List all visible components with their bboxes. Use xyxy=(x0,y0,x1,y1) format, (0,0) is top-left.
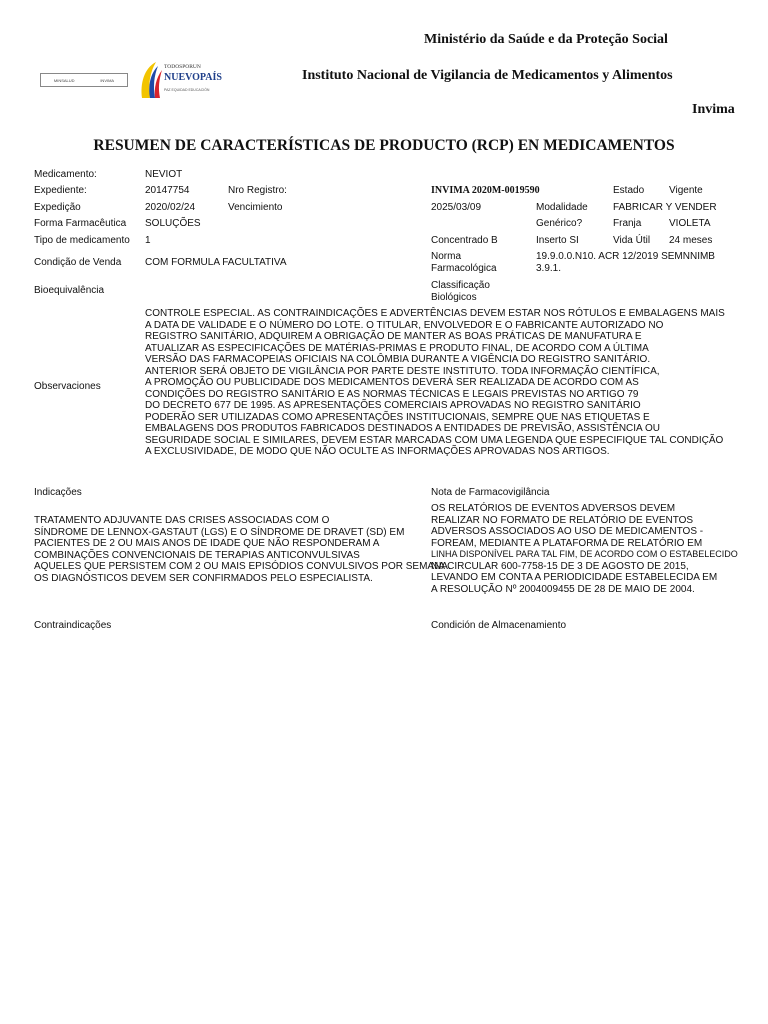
expedicao-value: 2020/02/24 xyxy=(145,202,196,213)
vida-util-label: Vida Útil xyxy=(613,235,651,246)
observaciones-line: PODERÃO SER UTILIZADAS COMO APRESENTAÇÕES INSTITUCIONAIS, SEMPRE QUE NAS ETIQUETAS E xyxy=(145,411,650,423)
minsalud-invima-logo xyxy=(40,73,128,87)
logo-line-3: PAZ EQUIDAD EDUCACIÓN xyxy=(164,88,210,92)
tipo-value: 1 xyxy=(145,235,151,246)
ministry-heading: Ministério da Saúde e da Proteção Social xyxy=(424,32,668,47)
observaciones-line: VERSÃO DAS FARMACOPEIAS OFICIAIS NA COLÔMBIA DURANTE A VIGÊNCIA DO REGISTRO SANITÁRIO. xyxy=(145,354,651,365)
logo-line-1: TODOSPORUN xyxy=(164,64,201,70)
agency-heading: Invima xyxy=(692,102,735,117)
expedicao-label: Expedição xyxy=(34,202,81,213)
vida-util-value: 24 meses xyxy=(669,235,713,246)
farmacovigilancia-line: NA CIRCULAR 600-7758-15 DE 3 DE AGOSTO DE 2015, xyxy=(431,560,689,572)
observaciones-line: A DATA DE VALIDADE E O NÚMERO DO LOTE. O TITULAR, ENVOLVEDOR E O FABRICANTE AUTORIZADO NO xyxy=(145,319,664,331)
farmacovigilancia-line: REALIZAR NO FORMATO DE RELATÓRIO DE EVENTOS xyxy=(431,514,694,526)
observaciones-line: REGISTRO SANITÁRIO, ADQUIREM A OBRIGAÇÃO DE MANTER AS BOAS PRÁTICAS DE MANUFATURA E xyxy=(145,331,642,342)
tipo-label: Tipo de medicamento xyxy=(34,235,130,246)
indicacoes-line: PACIENTES DE 2 OU MAIS ANOS DE IDADE QUE NÃO RESPONDERAM A xyxy=(34,538,380,549)
observaciones-line: A PROMOÇÃO OU PUBLICIDADE DOS MEDICAMENTOS DEVERÁ SER REALIZADA DE ACORDO COM AS xyxy=(145,377,639,388)
franja-label: Franja xyxy=(613,218,642,229)
concentrado-label: Concentrado B xyxy=(431,235,498,246)
medicamento-value: NEVIOT xyxy=(145,169,183,180)
forma-value: SOLUÇÕES xyxy=(145,218,201,229)
generico-label: Genérico? xyxy=(536,218,583,229)
indicacoes-line: TRATAMENTO ADJUVANTE DAS CRISES ASSOCIADAS COM O xyxy=(34,515,330,526)
indicacoes-text xyxy=(34,515,451,584)
franja-value: VIOLETA xyxy=(669,218,711,229)
nro-registro-label: Nro Registro: xyxy=(228,185,287,196)
forma-label: Forma Farmacêutica xyxy=(34,218,127,229)
farmacovigilancia-text xyxy=(431,503,738,595)
minsalud-logo-text: MINSALUD xyxy=(53,77,75,83)
indicacoes-line: AQUELES QUE PERSISTEM COM 2 OU MAIS EPISÓDIOS CONVULSIVOS POR SEMANA. xyxy=(34,561,451,572)
estado-label: Estado xyxy=(613,185,645,196)
norma-label-line-1: Norma xyxy=(431,251,462,262)
condicao-label: Condição de Venda xyxy=(34,257,122,268)
nro-registro-value: INVIMA 2020M-0019590 xyxy=(431,185,540,196)
modalidade-value: FABRICAR Y VENDER xyxy=(613,202,717,213)
expediente-value: 20147754 xyxy=(145,185,190,196)
norma-value-line-1: 19.9.0.0.N10. ACR 12/2019 SEMNNIMB xyxy=(536,251,715,262)
bioequivalencia-label: Bioequivalência xyxy=(34,285,105,296)
norma-label-line-2: Farmacológica xyxy=(431,263,497,274)
observaciones-line: ANTERIOR SERÁ OBJETO DE VIGILÂNCIA POR PARTE DESTE INSTITUTO. TODA INFORMAÇÃO CIENTÍFICA, xyxy=(145,365,660,377)
todosporun-nuevopais-logo xyxy=(138,58,226,102)
observaciones-text xyxy=(145,308,725,458)
norma-value-line-2: 3.9.1. xyxy=(536,263,562,274)
indicacoes-label: Indicações xyxy=(34,487,82,498)
vencimento-value: 2025/03/09 xyxy=(431,202,482,213)
farmacovigilancia-line: LEVANDO EM CONTA A PERIODICIDADE ESTABELECIDA EM xyxy=(431,572,718,583)
observaciones-label: Observaciones xyxy=(34,381,101,392)
classificacao-label-line-1: Classificação xyxy=(431,280,490,291)
indicacoes-line: SÍNDROME DE LENNOX-GASTAUT (LGS) E O SÍNDROME DE DRAVET (SD) EM xyxy=(34,526,405,538)
observaciones-line: CONDIÇÕES DO REGISTRO SANITÁRIO E AS NORMAS TÉCNICAS E LEGAIS PREVISTAS NO ARTIGO 79 xyxy=(145,388,639,400)
farmacovigilancia-line: A RESOLUÇÃO Nº 2004009455 DE 28 DE MAIO DE 2004. xyxy=(431,583,695,595)
indicacoes-line: COMBINAÇÕES CONVENCIONAIS DE TERAPIAS ANTICONVULSIVAS xyxy=(34,549,360,561)
invima-logo-text: INVIMA xyxy=(100,77,115,83)
almacenamiento-label: Condición de Almacenamiento xyxy=(431,620,567,631)
farmacovigilancia-label: Nota de Farmacovigilância xyxy=(431,487,550,498)
indicacoes-line: OS DIAGNÓSTICOS DEVEM SER CONFIRMADOS PELO ESPECIALISTA. xyxy=(34,572,373,584)
observaciones-line: EMBALAGENS DOS PRODUTOS FABRICADOS DESTINADOS A ENTIDADES DE PREVISÃO, ASSISTÊNCIA OU xyxy=(145,423,660,434)
farmacovigilancia-line: OS RELATÓRIOS DE EVENTOS ADVERSOS DEVEM xyxy=(431,503,676,514)
observaciones-line: CONTROLE ESPECIAL. AS CONTRAINDICAÇÕES E ADVERTÊNCIAS DEVEM ESTAR NOS RÓTULOS E EMBALAGENS MAIS xyxy=(145,308,725,319)
logo-line-2: NUEVOPAÍS xyxy=(164,72,222,83)
farmacovigilancia-line: FOREAM, MEDIANTE A PLATAFORMA DE RELATÓRIO EM xyxy=(431,537,703,549)
document-title: RESUMEN DE CARACTERÍSTICAS DE PRODUCTO (RCP) EN MEDICAMENTOS xyxy=(93,137,675,154)
observaciones-line: DO DECRETO 677 DE 1995. AS APRESENTAÇÕES COMERCIAIS APROVADAS NO REGISTRO SANITÁRIO xyxy=(145,400,641,411)
observaciones-line: A EXCLUSIVIDADE, DE MODO QUE NÃO OCULTE AS INFORMAÇÕES APROVADAS NOS ARTIGOS. xyxy=(145,446,610,457)
modalidade-label: Modalidade xyxy=(536,202,588,213)
classificacao-label-line-2: Biológicos xyxy=(431,292,477,303)
vencimento-label: Vencimiento xyxy=(228,202,283,213)
observaciones-line: SEGURIDADE SOCIAL E SIMILARES, DEVEM ESTAR MARCADAS COM UMA LEGENDA QUE ESPECIFIQUE TAL CONDIÇÃO xyxy=(145,434,724,446)
inserto-label: Inserto SI xyxy=(536,235,579,246)
estado-value: Vigente xyxy=(669,185,703,196)
observaciones-line: ATUALIZAR AS ESPECIFICAÇÕES DE MATÉRIAS-PRIMAS E PRODUTO FINAL, DE ACORDO COM A ÚLTIMA xyxy=(145,342,649,354)
farmacovigilancia-line: LINHA DISPONÍVEL PARA TAL FIM, DE ACORDO COM O ESTABELECIDO xyxy=(431,549,738,559)
expediente-label: Expediente: xyxy=(34,185,87,196)
institute-heading: Instituto Nacional de Vigilancia de Medicamentos y Alimentos xyxy=(302,68,673,83)
farmacovigilancia-line: ADVERSOS ASSOCIADOS AO USO DE MEDICAMENTOS - xyxy=(431,526,704,537)
condicao-value: COM FORMULA FACULTATIVA xyxy=(145,257,287,268)
medicamento-label: Medicamento: xyxy=(34,169,97,180)
contraindicacoes-label: Contraindicações xyxy=(34,620,112,631)
